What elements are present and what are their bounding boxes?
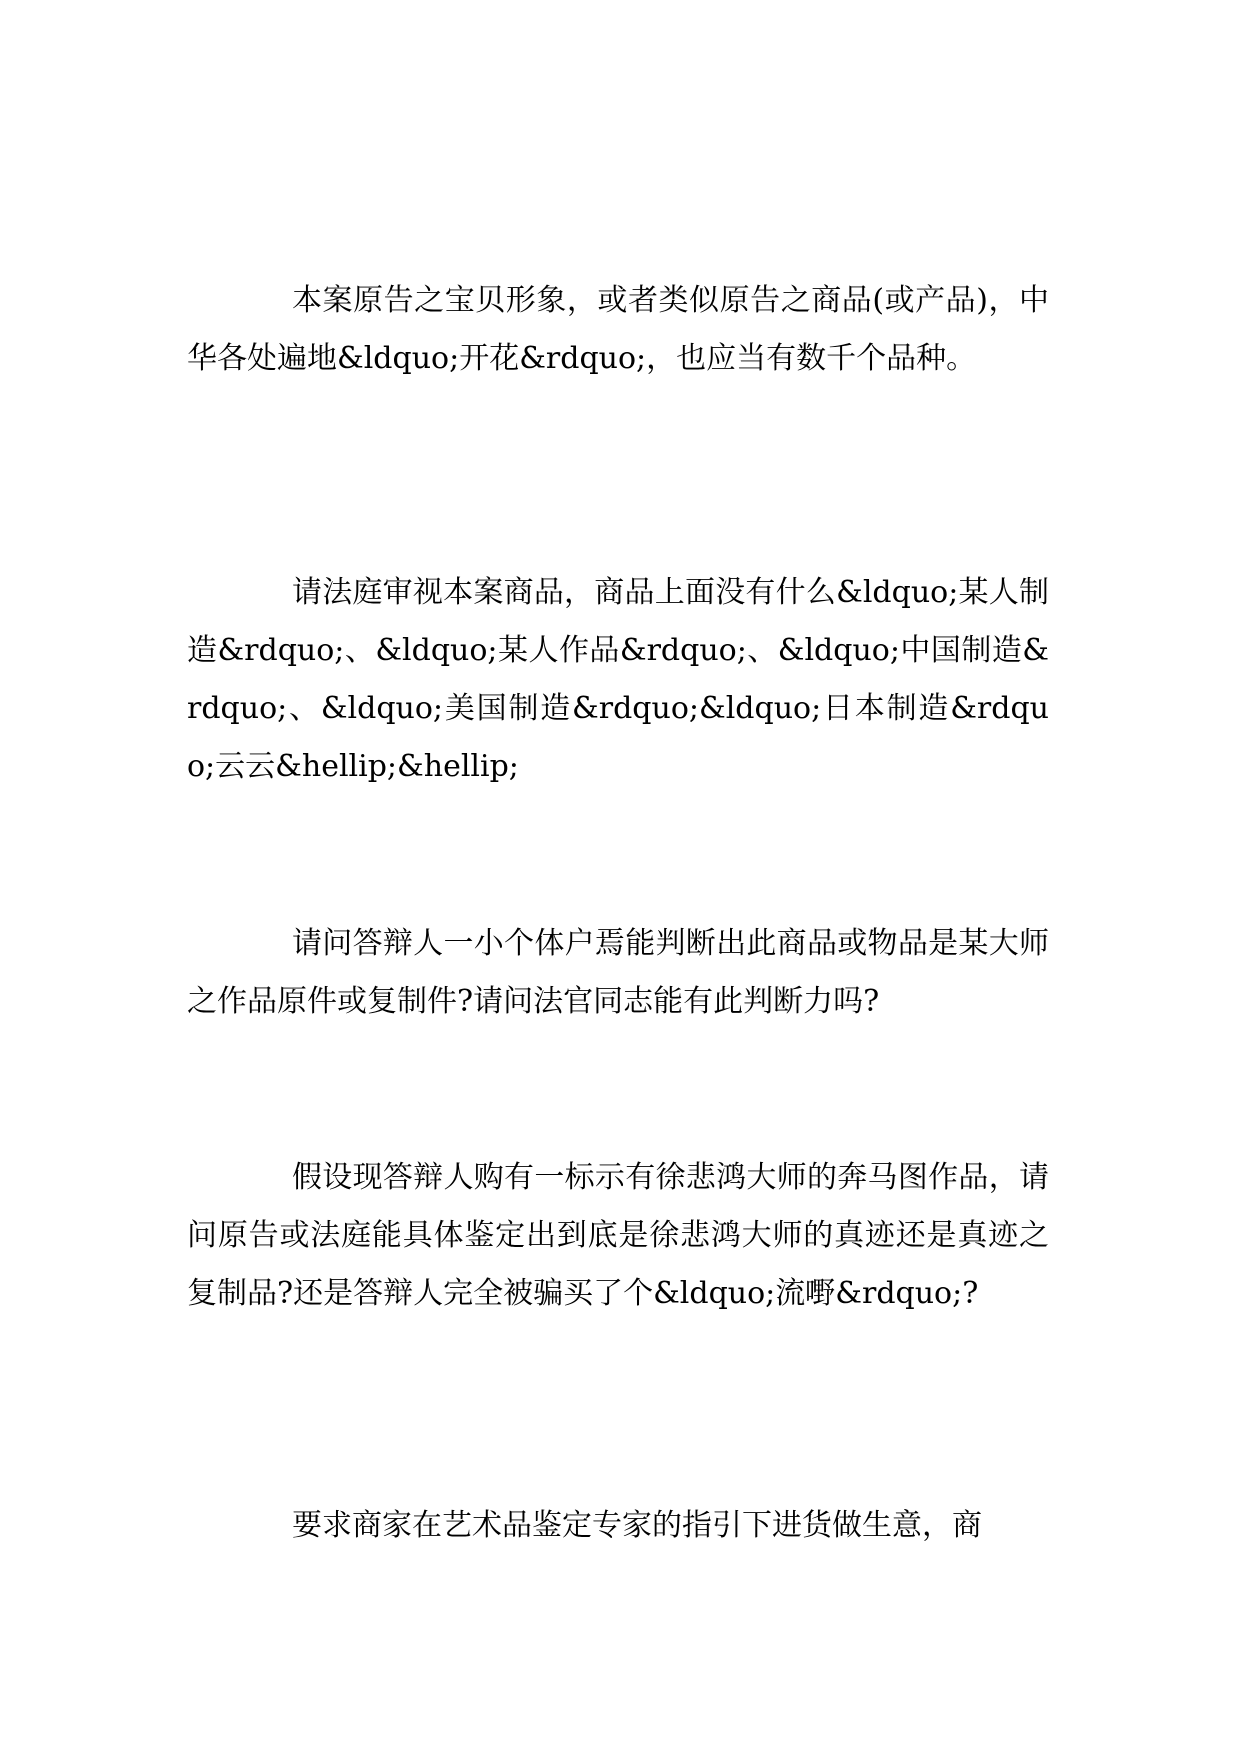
paragraph: 假设现答辩人购有一标示有徐悲鸿大师的奔马图作品，请问原告或法庭能具体鉴定出到底是徐悲鸿大师的真迹还是真迹之复制品?还是答辩人完全被骗买了个&ldquo;流嘢&rdquo;? bbox=[187, 1160, 1049, 1311]
paragraph: 请问答辩人一小个体户焉能判断出此商品或物品是某大师之作品原件或复制件?请问法官同志能有此判断力吗? bbox=[187, 926, 1049, 1019]
paragraph: 请法庭审视本案商品，商品上面没有什么&ldquo;某人制造&rdquo;、&ldquo;某人作品&rdquo;、&ldquo;中国制造&rdquo;、&ldquo;美国制造&rdquo;&ldquo;日本制造&rdquo;云云&hellip;&hellip; bbox=[187, 575, 1049, 784]
paragraph: 本案原告之宝贝形象，或者类似原告之商品(或产品)，中华各处遍地&ldquo;开花&rdquo;，也应当有数千个品种。 bbox=[187, 283, 1049, 376]
paragraph: 要求商家在艺术品鉴定专家的指引下进货做生意，商 bbox=[292, 1508, 982, 1543]
